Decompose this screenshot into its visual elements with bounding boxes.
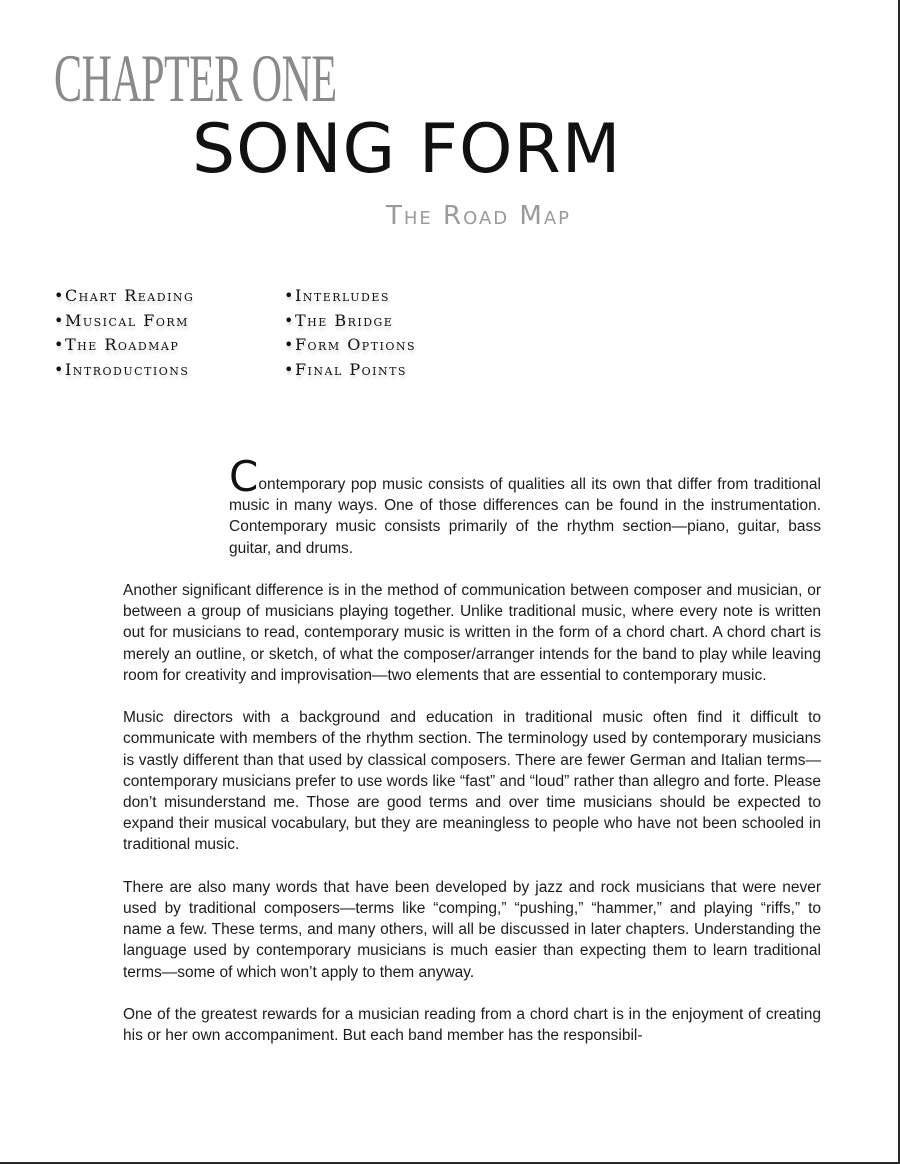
chapter-label: CHAPTER ONE	[54, 40, 337, 116]
topics-column-1	[54, 284, 194, 382]
chapter-body	[123, 452, 821, 1068]
paragraph-1-text: ontemporary pop music consists of qualities all its own that differ from traditional music in many ways. One of those differences can be found in the instrumentation. Contemporary music consists primarily of the rhythm section—piano, guitar, bass guitar, and drums.	[229, 476, 821, 557]
paragraph-3: Music directors with a background and education in traditional music often find it difficult to communicate with members of the rhythm section. The terminology used by contemporary musicians is vastly different than that used by classical composers. There are fewer German and Italian terms—contemporary musicians prefer to use words like “fast” and “loud” rather than allegro and forte. Please don’t misunderstand me. Those are good terms and over time musicians should be expected to expand their musical vocabulary, but they are meaningless to people who have not been schooled in traditional music.	[123, 709, 821, 854]
topic-item: •Form Options	[284, 335, 417, 355]
paragraph-5: One of the greatest rewards for a musician reading from a chord chart is in the enjoyment of creating his or her own accompaniment. But each band member has the responsibil-	[123, 1006, 821, 1045]
topic-item: •Introductions	[54, 359, 190, 379]
topic-item: •Interludes	[284, 286, 390, 305]
topics-column-2	[284, 284, 416, 382]
chapter-subtitle: The Road Map	[386, 201, 572, 231]
chapter-title: SONG FORM	[192, 110, 622, 189]
drop-cap: C	[229, 452, 259, 501]
paragraph-2: Another significant difference is in the method of communication between composer and musician, or between a group of musicians playing together. Unlike traditional music, where every note is written out for musicians to read, contemporary music is written in the form of a chord chart. A chord chart is merely an outline, or sketch, of what the composer/arranger intends for the band to play while leaving room for creativity and improvisation—two elements that are essential to contemporary music.	[123, 582, 821, 684]
paragraph-4: There are also many words that have been developed by jazz and rock musicians that were never used by traditional composers—terms like “comping,” “pushing,” “hammer,” and playing “riffs,” to name a few. These terms, and many others, will all be discussed in later chapters. Understanding the language used by contemporary musicians is much easier than expecting them to learn traditional terms—some of which won’t apply to them anyway.	[123, 878, 821, 981]
topic-item: •Final Points	[284, 359, 407, 379]
paragraph-1	[123, 452, 821, 559]
topic-item: •The Bridge	[284, 310, 394, 330]
topic-item: •Chart Reading	[54, 286, 195, 305]
topic-item: •Musical Form	[54, 310, 189, 330]
topic-item: •The Roadmap	[54, 335, 180, 355]
